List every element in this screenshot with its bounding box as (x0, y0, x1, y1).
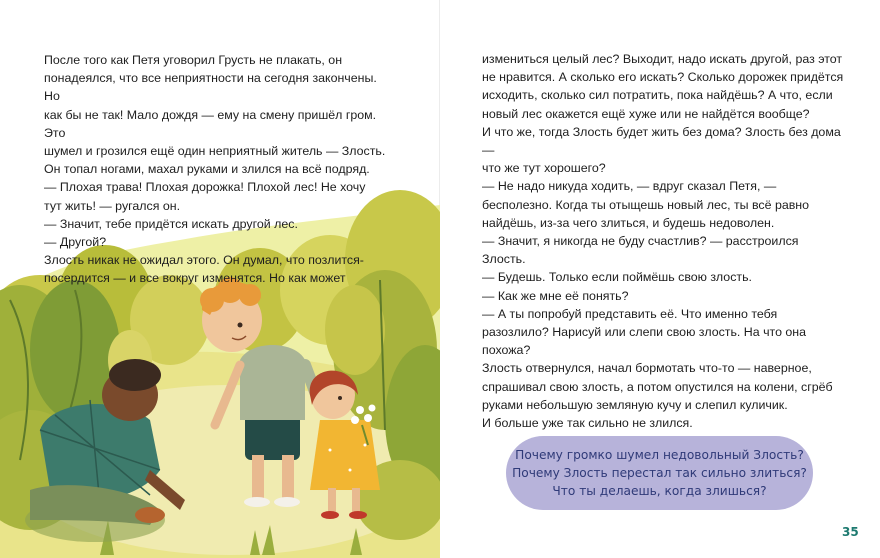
questions-box (506, 436, 813, 510)
right-page (440, 0, 880, 558)
story-text-left: После того как Петя уговорил Грусть не плакать, он понадеялся, что все неприятности на сегодня закончены. Но как бы не так! Мало дождя — ему на смену пришёл гром. Это шумел и грозился ещё один неприятный житель — Злость. Он топал ногами, махал руками и злился на всё подряд. — Плохая трава! Плохая дорожка! Плохой лес! Не хочу тут жить! — ругался он. — Значит, тебе придётся искать другой лес. — Другой? Злость никак не ожидал этого. Он думал, что позлится- посердится — и все вокруг изменятся. Но как может (44, 53, 386, 286)
story-text-right: измениться целый лес? Выходит, надо искать другой, раз этот не нравится. А сколько его искать? Сколько дорожек придётся исходить, сколько сил потратить, пока найдёшь? А что, если новый лес окажется ещё хуже или не найдётся вообще? И что же, тогда Злость будет жить без дома? Злость без дома — что же тут хорошего? — Не надо никуда ходить, — вдруг сказал Петя, — бесполезно. Когда ты отыщешь новый лес, ты всё равно найдёшь, из-за чего злиться, и будешь недоволен. — Значит, я никогда не буду счастлив? — расстроился Злость. — Будешь. Только если поймёшь свою злость. — Как же мне её понять? — А ты попробуй представить её. Что именно тебя разозлило? Нарисуй или слепи свою злость. На что она похожа? Злость отвернулся, начал бормотать что-то — наверное, спрашивал свою злость, а потом опустился на колени, сгрёб руками небольшую земляную кучу и слепил куличик. И больше уже так сильно не злился. (482, 52, 844, 431)
question-1: Почему громко шумел недовольный Злость? (515, 448, 804, 462)
question-3: Что ты делаешь, когда злишься? (552, 484, 767, 498)
question-2: Почему Злость перестал так сильно злиться? (512, 466, 807, 480)
page-number: 35 (842, 525, 859, 539)
